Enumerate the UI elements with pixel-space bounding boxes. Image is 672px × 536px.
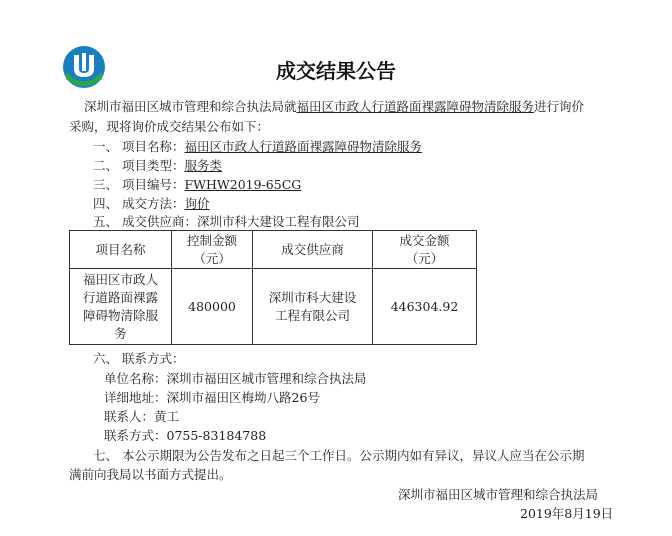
item-value: 深圳市科大建设工程有限公司 — [196, 214, 360, 229]
table-row — [70, 269, 477, 345]
contact-phone: 联系方式：0755-83184788 — [104, 428, 267, 443]
contact-address: 详细地址：深圳市福田区梅坳八路26号 — [104, 390, 320, 405]
item-project-type — [93, 157, 222, 175]
notice-line-2: 满前向我局以书面方式提出。 — [69, 467, 232, 482]
page-title: 成交结果公告 — [276, 59, 396, 83]
cell-supplier: 深圳市科大建设 工程有限公司 — [253, 269, 373, 345]
item-supplier — [93, 213, 360, 231]
item-value: 询价 — [184, 196, 210, 211]
item-value: 福田区市政人行道路面裸露障碍物清除服务 — [184, 139, 422, 154]
item-label: 三、 项目编号： — [93, 177, 185, 192]
item-label: 一、 项目名称： — [93, 139, 185, 154]
item-project-number — [93, 176, 301, 194]
cell-control-amount: 480000 — [172, 269, 253, 345]
header-project-name: 项目名称 — [70, 231, 172, 269]
cell-deal-amount: 446304.92 — [373, 269, 477, 345]
cell-project-name: 福田区市政人 行道路面裸露 障碍物清除服 务 — [70, 269, 172, 345]
header-deal-amount: 成交金额 （元） — [373, 231, 477, 269]
intro-text-end: 进行询价 — [534, 99, 585, 114]
contact-person: 联系人：黄工 — [104, 409, 180, 424]
table-header-row — [70, 231, 477, 269]
item-value: 服务类 — [184, 158, 222, 173]
item-label: 四、 成交方法： — [93, 196, 185, 211]
item-deal-method — [93, 195, 210, 213]
item-project-name — [93, 138, 422, 156]
signature-date: 2019年8月19日 — [520, 506, 614, 521]
header-supplier: 成交供应商 — [253, 231, 373, 269]
result-table — [69, 230, 477, 345]
signature-org: 深圳市福田区城市管理和综合执法局 — [398, 487, 599, 502]
item-label: 五、 成交供应商： — [93, 214, 197, 229]
intro-line-1 — [84, 98, 584, 116]
notice-line-1: 七、 本公示期限为公告发布之日起三个工作日。公示期内如有异议，异议人应当在公示期 — [93, 448, 585, 463]
intro-line-2: 采购，现将询价成交结果公布如下： — [69, 119, 270, 134]
item-label: 二、 项目类型： — [93, 158, 185, 173]
header-control-amount: 控制金额 （元） — [172, 231, 253, 269]
intro-project-link[interactable]: 福田区市政人行道路面裸露障碍物清除服务 — [296, 99, 535, 114]
intro-text: 深圳市福田区城市管理和综合执法局就 — [84, 99, 297, 114]
contact-unit: 单位名称：深圳市福田区城市管理和综合执法局 — [104, 371, 367, 386]
contact-heading: 六、 联系方式： — [93, 351, 185, 366]
item-value: FWHW2019-65CG — [184, 177, 302, 192]
